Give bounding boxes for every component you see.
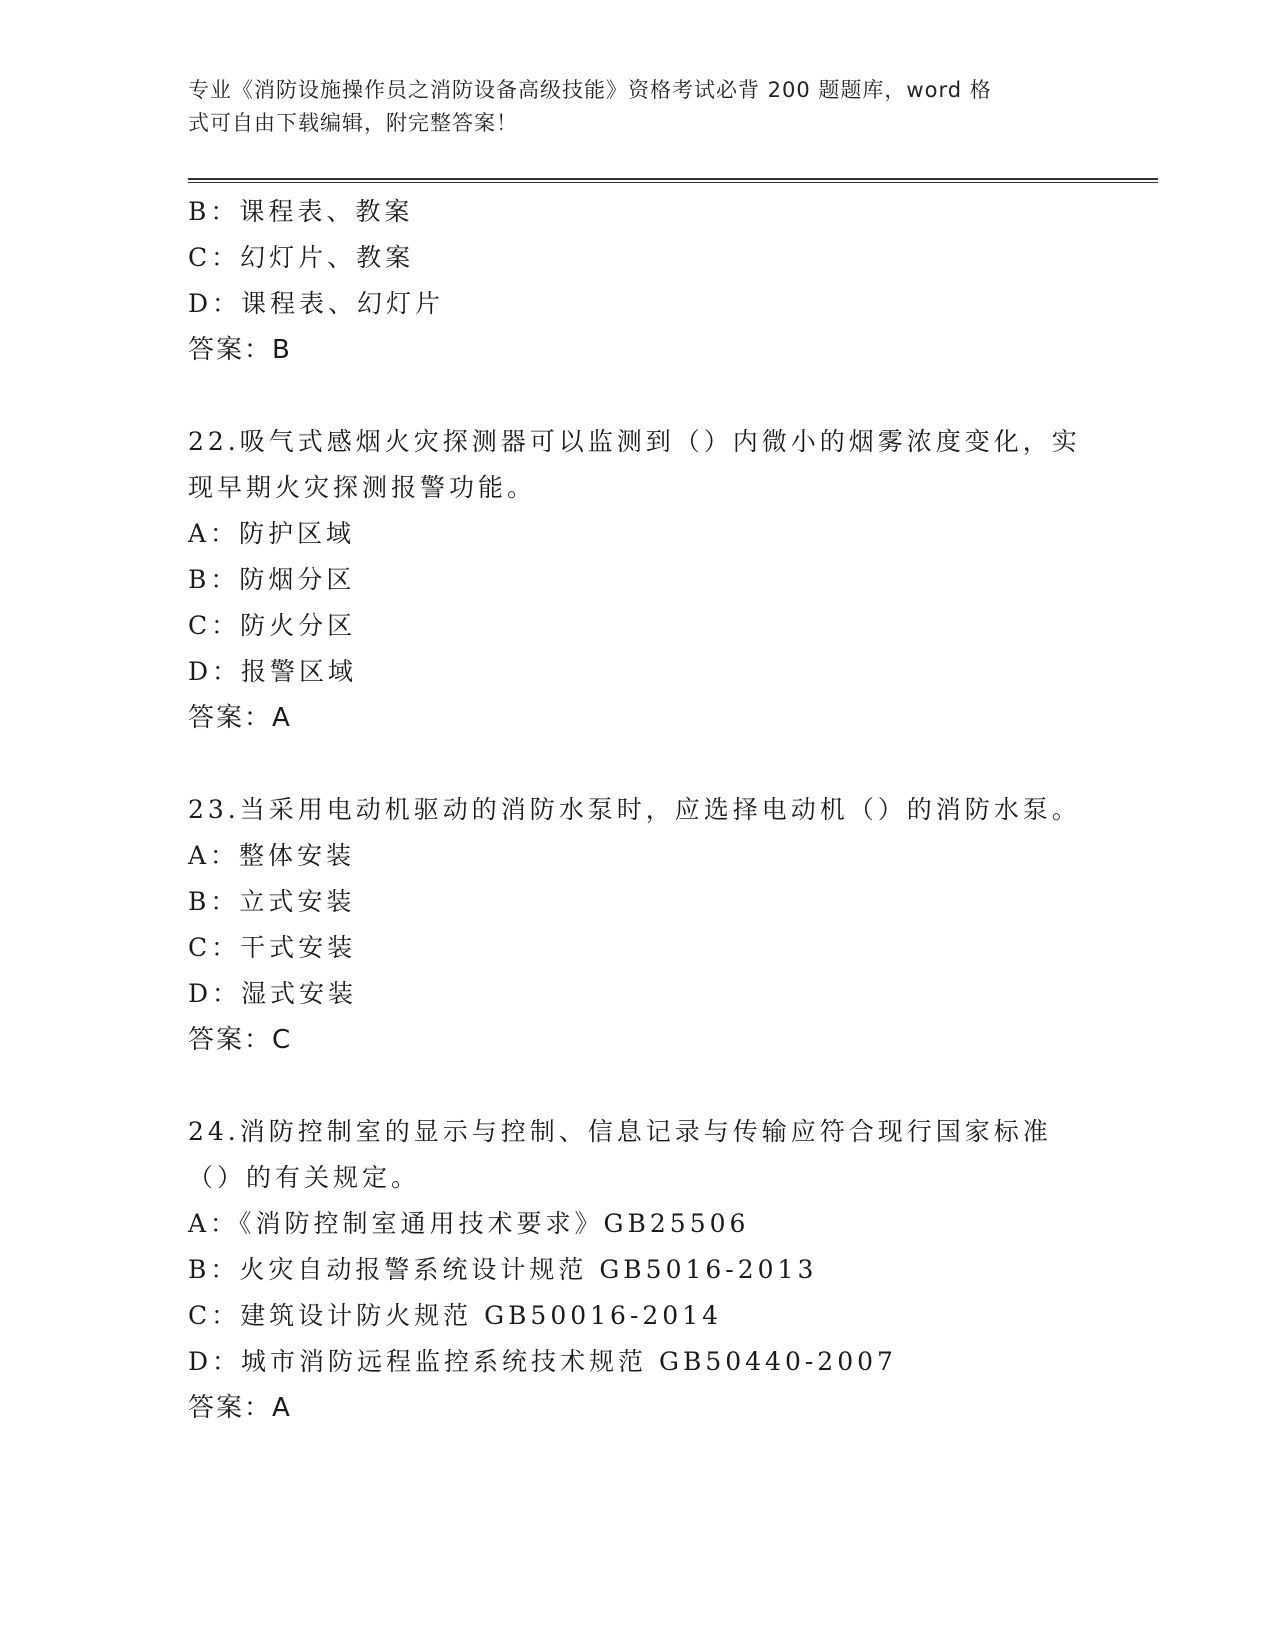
spacer (188, 373, 1088, 419)
option-b: B：火灾自动报警系统设计规范 GB5016-2013 (188, 1255, 818, 1284)
option-c: C：建筑设计防火规范 GB50016-2014 (188, 1301, 723, 1330)
option-c: C：防火分区 (188, 611, 357, 640)
option-a: A：整体安装 (188, 841, 356, 870)
option-b: B：立式安装 (188, 887, 356, 916)
header-rule-thick (188, 178, 1158, 180)
question-text: 23.当采用电动机驱动的消防水泵时，应选择电动机（）的消防水泵。 (188, 795, 1081, 824)
question-block-23 (188, 787, 1088, 1063)
spacer (188, 1063, 1088, 1109)
option-d: D：报警区域 (188, 657, 358, 686)
spacer (188, 741, 1088, 787)
prev-question-block (188, 189, 1088, 373)
header-line-1: 专业《消防设施操作员之消防设备高级技能》资格考试必背 200 题题库，word 格 (188, 78, 992, 102)
answer-line: 答案：A (188, 1393, 292, 1423)
answer-line: 答案：B (188, 335, 292, 365)
option-d: D：湿式安装 (188, 979, 358, 1008)
question-text: 22.吸气式感烟火灾探测器可以监测到（）内微小的烟雾浓度变化，实现早期火灾探测报警功能。 (188, 427, 1081, 502)
option-b: B：防烟分区 (188, 565, 356, 594)
question-block-24 (188, 1109, 1088, 1431)
question-text: 24.消防控制室的显示与控制、信息记录与传输应符合现行国家标准（）的有关规定。 (188, 1117, 1052, 1192)
option-d: D：课程表、幻灯片 (188, 289, 445, 318)
header-line-2: 式可自由下载编辑，附完整答案！ (188, 111, 518, 135)
answer-line: 答案：C (188, 1025, 293, 1055)
header-rule-thin (188, 182, 1158, 183)
question-block-22 (188, 419, 1088, 741)
answer-line: 答案：A (188, 703, 292, 733)
option-a: A：防护区域 (188, 519, 356, 548)
option-a: A：《消防控制室通用技术要求》GB25506 (188, 1209, 750, 1238)
option-b: B：课程表、教案 (188, 197, 414, 226)
option-c: C：幻灯片、教案 (188, 243, 415, 272)
option-c: C：干式安装 (188, 933, 357, 962)
document-header (188, 74, 1068, 140)
question-list (188, 189, 1088, 1431)
option-d: D：城市消防远程监控系统技术规范 GB50440-2007 (188, 1347, 897, 1376)
